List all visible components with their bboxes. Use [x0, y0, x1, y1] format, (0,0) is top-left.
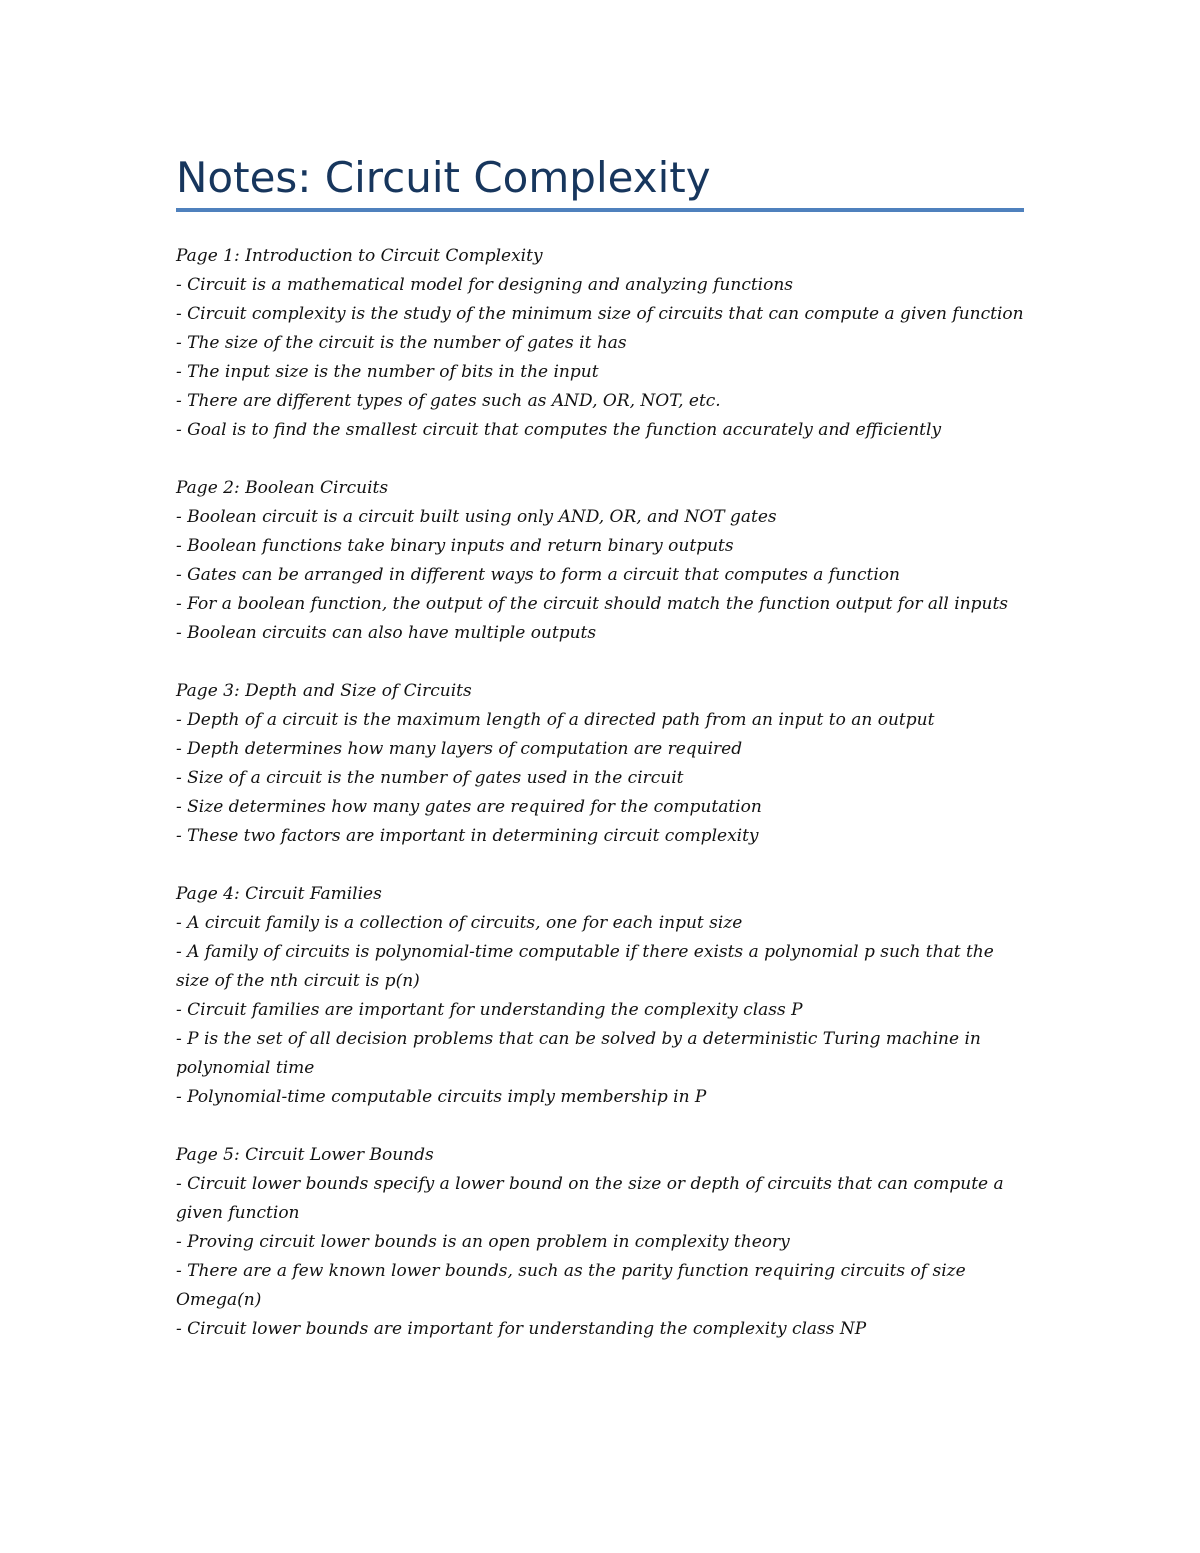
bullet-line: - The size of the circuit is the number of gates it has	[176, 333, 627, 353]
bullet-line: - Goal is to find the smallest circuit that computes the function accurately and efficiently	[176, 420, 942, 440]
section-page-1	[176, 242, 1024, 445]
bullet-line: - Depth determines how many layers of computation are required	[176, 739, 743, 759]
bullet-line: - Boolean circuits can also have multiple outputs	[176, 623, 597, 643]
bullet-line: - There are different types of gates such as AND, OR, NOT, etc.	[176, 391, 721, 411]
section-heading: Page 5: Circuit Lower Bounds	[176, 1145, 434, 1165]
section-page-4	[176, 880, 1024, 1112]
bullet-line: - Size determines how many gates are required for the computation	[176, 797, 762, 817]
bullet-line: - These two factors are important in determining circuit complexity	[176, 826, 759, 846]
section-heading: Page 3: Depth and Size of Circuits	[176, 681, 472, 701]
section-page-2	[176, 474, 1024, 648]
title-underline	[176, 208, 1024, 212]
section-page-3	[176, 677, 1024, 851]
bullet-line: - Circuit families are important for understanding the complexity class P	[176, 1000, 803, 1020]
section-heading: Page 1: Introduction to Circuit Complexity	[176, 246, 543, 266]
bullet-line: - P is the set of all decision problems that can be solved by a deterministic Turing machine in polynomial time	[176, 1029, 981, 1078]
bullet-line: - Boolean functions take binary inputs and return binary outputs	[176, 536, 734, 556]
document-body	[176, 242, 1024, 1373]
bullet-line: - Circuit is a mathematical model for designing and analyzing functions	[176, 275, 794, 295]
bullet-line: - The input size is the number of bits in the input	[176, 362, 599, 382]
section-heading: Page 2: Boolean Circuits	[176, 478, 389, 498]
bullet-line: - Boolean circuit is a circuit built using only AND, OR, and NOT gates	[176, 507, 777, 527]
bullet-line: - A circuit family is a collection of circuits, one for each input size	[176, 913, 743, 933]
bullet-line: - Polynomial-time computable circuits imply membership in P	[176, 1087, 707, 1107]
bullet-line: - Depth of a circuit is the maximum length of a directed path from an input to an output	[176, 710, 935, 730]
bullet-line: - Circuit complexity is the study of the minimum size of circuits that can compute a given function	[176, 304, 1024, 324]
section-page-5	[176, 1141, 1024, 1344]
document-title: Notes: Circuit Complexity	[176, 153, 711, 202]
section-heading: Page 4: Circuit Families	[176, 884, 382, 904]
bullet-line: - There are a few known lower bounds, such as the parity function requiring circuits of size Omega(n)	[176, 1261, 966, 1310]
bullet-line: - Circuit lower bounds are important for understanding the complexity class NP	[176, 1319, 867, 1339]
bullet-line: - Circuit lower bounds specify a lower bound on the size or depth of circuits that can compute a given function	[176, 1174, 1004, 1223]
bullet-line: - A family of circuits is polynomial-time computable if there exists a polynomial p such that the size of the nth circuit is p(n)	[176, 942, 994, 991]
bullet-line: - Size of a circuit is the number of gates used in the circuit	[176, 768, 684, 788]
bullet-line: - Proving circuit lower bounds is an open problem in complexity theory	[176, 1232, 790, 1252]
bullet-line: - For a boolean function, the output of the circuit should match the function output for all inputs	[176, 594, 1009, 614]
bullet-line: - Gates can be arranged in different ways to form a circuit that computes a function	[176, 565, 900, 585]
